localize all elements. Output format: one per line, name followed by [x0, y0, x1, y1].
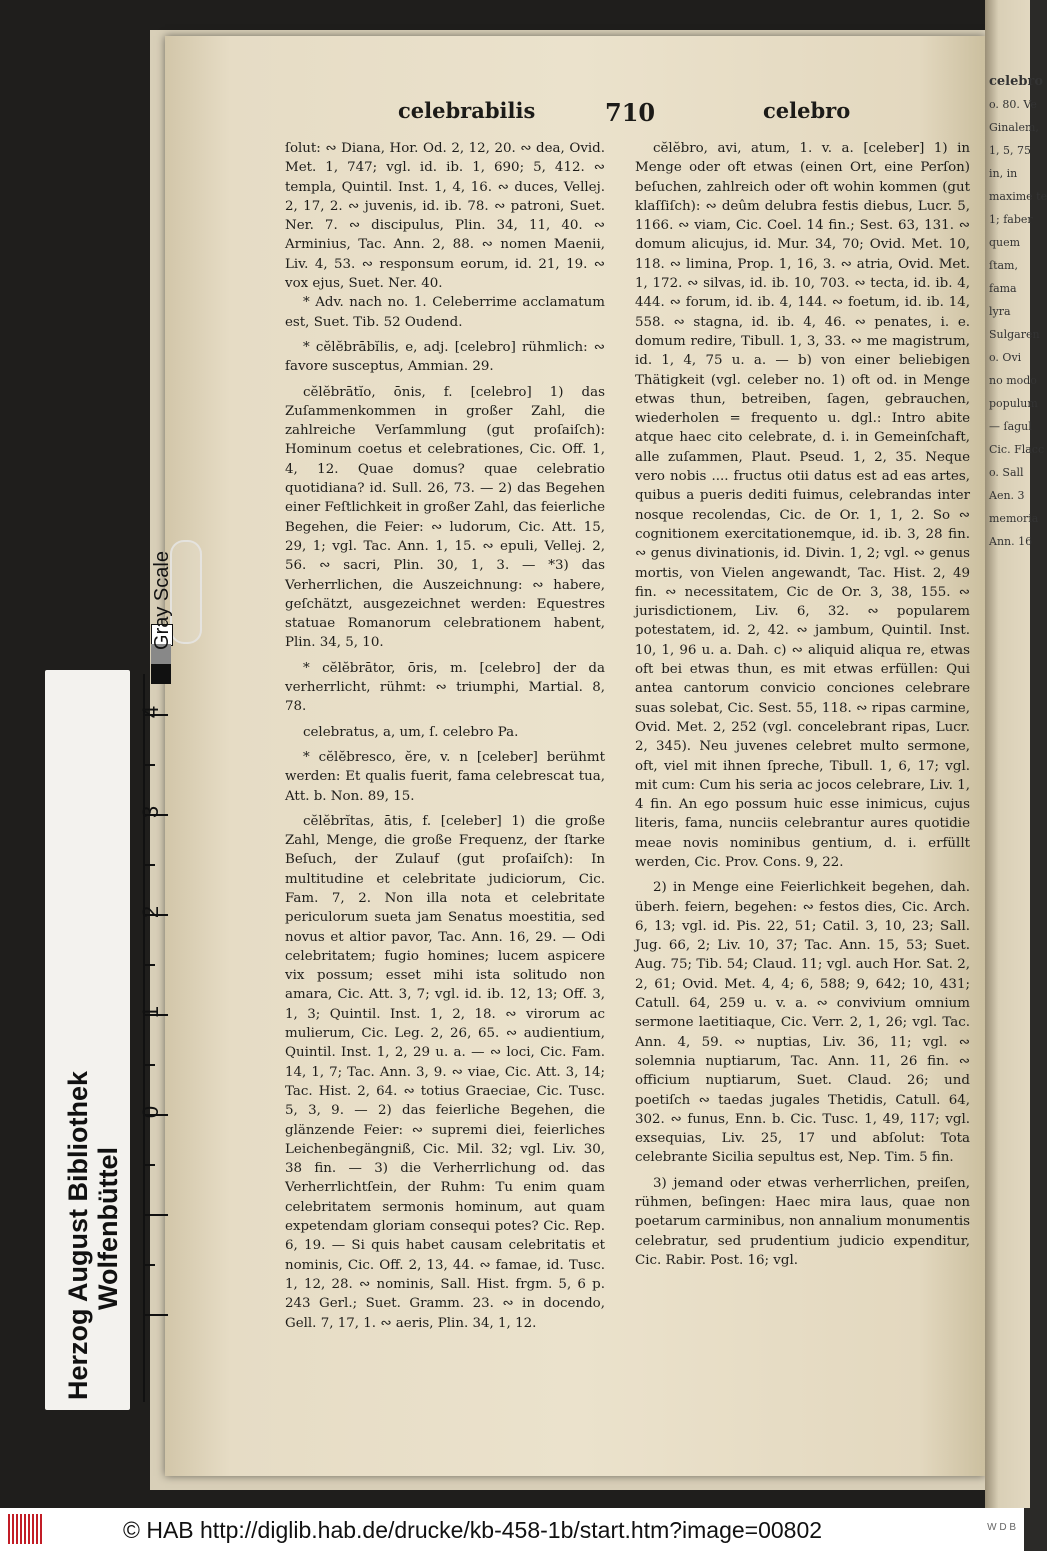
ruler-number: 4	[138, 705, 164, 719]
footer-bar	[0, 1508, 1024, 1551]
next-page-fragment: o. Ovi	[989, 351, 1022, 364]
next-page-fragment: maxime te	[989, 190, 1047, 203]
right-column	[635, 139, 970, 1270]
footer-copyright: © HAB http://diglib.hab.de/drucke/kb-458-1b/start.htm?image=00802	[123, 1517, 823, 1543]
library-name-line1: Herzog August Bibliothek	[63, 1071, 93, 1400]
entry-paragraph: * cĕlĕbresco, ĕre, v. n [celeber] berühmt werden: Et qualis fuerit, fama celebrescat tua, Att. b. Non. 89, 15.	[285, 749, 605, 804]
library-card	[45, 551, 173, 1410]
next-page-fragment: lyra	[989, 305, 1011, 318]
library-name	[25, 670, 123, 1410]
entry-paragraph: 3) jemand oder etwas verherrlichen, preiſen, rühmen, beſingen: Haec mira laus, quae non poetarum carminibus, non annalium monumentis celebratur, sed prudentium judicio expenditur, Cic. Rabir. Post. 16; vgl.	[635, 1175, 970, 1268]
next-page-fragment: in, in	[989, 167, 1018, 180]
next-page-fragment: o. 80. Ve	[989, 98, 1037, 111]
next-page-fragment: Aen. 3	[989, 489, 1025, 502]
next-page-fragment: Ann. 16	[989, 535, 1033, 548]
next-page-fragment: Cic. Flacc	[989, 443, 1045, 456]
ruler-number: 2	[138, 905, 164, 919]
next-page-fragment: no modo	[989, 374, 1037, 387]
running-head-right: celebro	[763, 98, 851, 123]
ruler-number: 1	[138, 1005, 164, 1019]
entry-paragraph: ſolut: ∾ Diana, Hor. Od. 2, 12, 20. ∾ dea, Ovid. Met. 1, 747; vgl. id. ib. 1, 690; 5, 412. ∾ templa, Quintil. Inst. 1, 4, 16. ∾ duces, Vellej. 2, 17, 2. ∾ juvenis, id. ib. 78. ∾ patroni, Suet. Ner. 7. ∾ discipulus, Plin. 34, 11, 40. ∾ Arminius, Tac. Ann. 2, 88. ∾ nomen Maenii, Liv. 4, 53. ∾ responsum eorum, id. 21, 19. ∾ vox ejus, Suet. Ner. 40.	[285, 141, 605, 292]
page-clip	[170, 540, 202, 644]
gray-scale-label: Gray Scale	[150, 551, 173, 650]
next-page-fragment: 1, 5, 75	[989, 144, 1031, 157]
next-page-fragment: quem	[989, 236, 1021, 249]
entry-paragraph: * cĕlĕbrābĭlis, e, adj. [celebro] rühmlich: ∾ favore susceptus, Ammian. 29.	[285, 339, 605, 375]
next-page-fragment: — ſagul	[989, 420, 1032, 433]
ruler-number: 3	[138, 805, 164, 819]
next-page-fragment: celebro	[989, 74, 1044, 89]
next-page-fragment: ſtam,	[989, 259, 1018, 272]
next-page-fragment: fama	[989, 282, 1017, 295]
running-head-left: celebrabilis	[398, 98, 536, 123]
entry-paragraph: * cĕlĕbrātor, ōris, m. [celebro] der da verherrlicht, rühmt: ∾ triumphi, Martial. 8, 78.	[285, 660, 605, 715]
next-page-fragment: populum	[989, 397, 1038, 410]
entry-paragraph: celebratus, a, um, ſ. celebro Pa.	[303, 724, 519, 740]
next-page-fragment: o. Sall	[989, 466, 1024, 479]
ruler-tick	[143, 1314, 168, 1316]
ruler-tick	[143, 1214, 168, 1216]
entry-paragraph: 2) in Menge eine Feierlichkeit begehen, dah. überh. feiern, begehen: ∾ festos dies, Cic. Arch. 6, 13; vgl. id. Pis. 22, 51; Catil. 3, 10, 23; Sall. Jug. 66, 2; Liv. 10, 37; Tac. Ann. 15, 53; Suet. Aug. 75; Tib. 54; Claud. 11; vgl. auch Hor. Sat. 2, 2, 61; Ovid. Met. 4, 4; 6, 588; 9, 642; 10, 431; Catull. 64, 259 u. v. a. ∾ convivium omnium sermone laetitiaque, Cic. Verr. 2, 1, 26; vgl. Tac. Ann. 4, 59. ∾ nuptias, Liv. 36, 11; vgl. ∾ solemnia nuptiarum, Tac. Ann. 11, 26 fin. ∾ officium nuptiarum, Suet. Claud. 26; und poetiſch ∾ taedas jugales Thetidis, Catull. 64, 302. ∾ funus, Enn. b. Cic. Tusc. 1, 49, 117; vgl. exsequias, Liv. 25, 17 und abſolut: Tota celebrante Sicilia sepultus est, Nep. Tim. 5 fin.	[635, 880, 970, 1166]
footer-corner-mark: W D B	[987, 1522, 1016, 1533]
gray-scale-ruler	[138, 551, 173, 1402]
library-name-line2: Wolfenbüttel	[93, 1147, 123, 1310]
barcode-icon	[8, 1514, 42, 1544]
book-page	[165, 36, 985, 1476]
next-page-edge	[985, 0, 1047, 1508]
next-page-fragment: 1; faber	[989, 213, 1033, 226]
entry-paragraph: cĕlĕbrĭtas, ātis, f. [celeber] 1) die große Zahl, Menge, die große Frequenz, der ſtarke Beſuch, der Zulauf (gut proſaiſch): In multitudine et celebritate judiciorum, Cic. Fam. 7, 2. Non illa nota et celebritate periculorum sueta jam Senatus moestitia, sed novus et altior pavor, Tac. Ann. 16, 29. — Odi celebritatem; fugio homines; lucem aspicere vix possum; esset mihi ista solitudo non amara, Cic. Att. 3, 7; vgl. id. ib. 12, 13; Off. 3, 1, 3; Quintil. Inst. 1, 2, 18. ∾ virorum ac mulierum, Cic. Leg. 2, 26, 65. ∾ audientium, Quintil. Inst. 1, 2, 29 u. a. — ∾ loci, Cic. Fam. 14, 1, 7; Tac. Ann. 3, 9. ∾ viae, Cic. Att. 3, 14; Tac. Hist. 2, 64. ∾ totius Graeciae, Cic. Tusc. 5, 3, 9. — 2) das feierliche Begehen, die glänzende Feier: ∾ supremi diei, feierliches Leichenbegängniß, Cic. Mil. 32; vgl. Liv. 30, 38 fin. — 3) die Verherrlichung od. das Verherrlichtſein, der Ruhm: Tu enim quam celebritatem sermonis hominum, aut quam expetendam gloriam consequi potes? Cic. Rep. 6, 19. — Si quis habet causam celebritatis et nominis, Cic. Off. 2, 13, 44. ∾ famae, id. Tusc. 1, 12, 28. ∾ nominis, Sall. Hist. frgm. 5, 6 p. 243 Gerl.; Suet. Gramm. 23. ∾ in docendo, Gell. 7, 17, 1. ∾ aeris, Plin. 34, 1, 12.	[285, 813, 605, 1331]
next-page-fragment: memoria	[989, 512, 1039, 525]
gray-patch	[151, 664, 171, 684]
left-column	[285, 139, 605, 1333]
next-page-fragment: Sulgaren	[989, 328, 1040, 341]
entry-paragraph: * Adv. nach no. 1. Celeberrime acclamatum est, Suet. Tib. 52 Oudend.	[285, 295, 605, 330]
ruler-number: 0	[138, 1105, 164, 1119]
next-page-fragment: Ginalem,	[989, 121, 1039, 134]
entry-paragraph: cĕlĕbro, avi, atum, 1. v. a. [celeber] 1) in Menge oder oft etwas (einen Ort, eine Perſon) beſuchen, zahlreich oder oft wohin kommen (gut klaſſiſch): ∾ deûm delubra festis diebus, Lucr. 5, 1166. ∾ viam, Cic. Coel. 14 fin.; Sest. 63, 131. ∾ domum alicujus, id. Mur. 34, 70; Ovid. Met. 10, 118. ∾ limina, Prop. 1, 16, 3. ∾ atria, Ovid. Met. 1, 172. ∾ silvas, id. ib. 10, 703. ∾ tecta, id. ib. 4, 444. ∾ forum, id. ib. 4, 144. ∾ foetum, id. ib. 14, 558. ∾ stagna, id. ib. 4, 46. ∾ penates, i. e. domum redire, Tibull. 1, 3, 33. ∾ me magistrum, id. 1, 4, 75 u. a. — b) von einer beliebigen Thätigkeit (vgl. celeber no. 1) oft od. in Menge etwas thun, betreiben, ſagen, gebrauchen, wiederholen = frequento u. dgl.: Intro abite atque haec cito celebrate, d. i. in Gemeinſchaft, alle zuſammen, Plaut. Pseud. 1, 2, 35. Neque vero nobis .... fructus otii datus est ad eas artes, quibus a pueris dediti fuimus, celebrandas inter nosque recolendas, Cic. de Or. 1, 1, 2. So ∾ cognitionem exercitationemque, id. ib. 3, 28 fin. ∾ genus divinationis, id. Divin. 1, 2; vgl. ∾ genus mortis, von Vielen angewandt, Tac. Hist. 2, 49 fin. ∾ necessitatem, Cic de Or. 3, 38, 155. ∾ jurisdictionem, Liv. 6, 32. ∾ popularem potestatem, id. 2, 42. ∾ jambum, Quintil. Inst. 10, 1, 96 u. a. Dah. c) ∾ aliquid aliqua re, etwas oft bei etwas thun, es mit etwas erfüllen: Qui antea cantorum convicio conciones celebrare suas solebat, Cic. Sest. 55, 118. ∾ ripas carmine, Ovid. Met. 2, 252 (vgl. concelebrant ripas, Lucr. 2, 345). Neu juvenes celebret multo sermone, oft, viel mit ihnen ſpreche, Tibull. 1, 6, 17; vgl. mit cum: Cum his seria ac jocos celebrare, Liv. 1, 4 fin. An ego possum huic esse inimicus, cujus literis, fama, nunciis celebrantur aures quotidie meae novis nominibus gentium, d. i. erfüllt werden, Cic. Prov. Cons. 9, 22.	[635, 141, 970, 870]
entry-paragraph: cĕlĕbrātĭo, ōnis, f. [celebro] 1) das Zuſammenkommen in großer Zahl, die zahlreiche Verſammlung (gut proſaiſch): Hominum coetus et celebrationes, Cic. Off. 1, 4, 12. Quae domus? quae celebratio quotidiana? id. Sull. 26, 73. — 2) das Begehen einer Feſtlichkeit in großer Zahl, das feierliche Begehen, die Feier: ∾ ludorum, Cic. Att. 15, 29, 1; vgl. Tac. Ann. 1, 15. ∾ epuli, Vellej. 2, 56. ∾ sacri, Plin. 30, 1, 3. — *3) das Verherrlichen, die Auszeichnung: ∾ habere, geſchätzt, ausgezeichnet werden: Equestres statuae Romanorum celebrationem habent, Plin. 34, 5, 10.	[285, 384, 605, 651]
page-number: 710	[605, 98, 656, 127]
